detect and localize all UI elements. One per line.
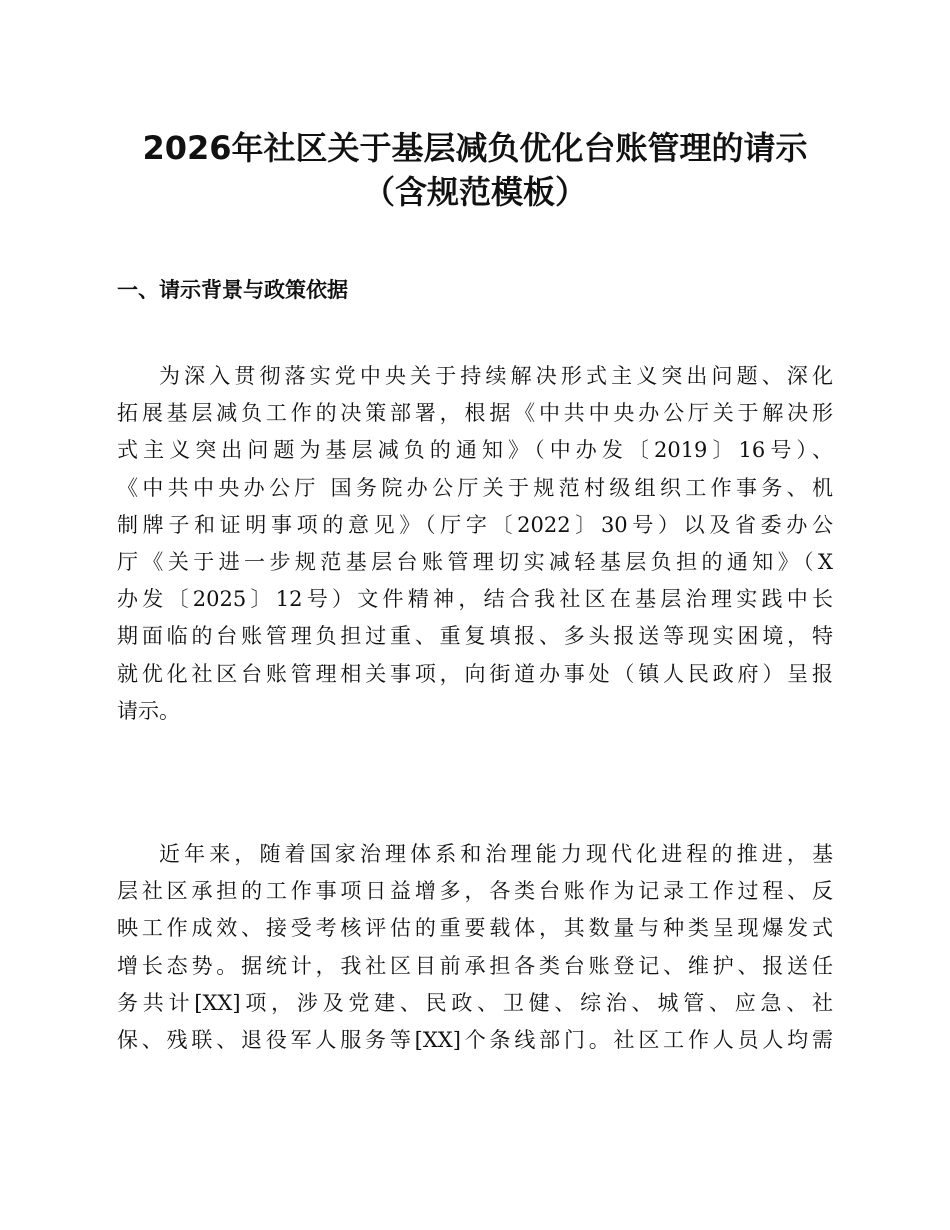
paragraph-line: 式主义突出问题为基层减负的通知》（中办发〔2019〕16号）、: [117, 438, 833, 463]
paragraph-line: 映工作成效、接受考核评估的重要载体，其数量与种类呈现爆发式: [117, 916, 833, 941]
paragraph-line: 为深入贯彻落实党中央关于持续解决形式主义突出问题、深化: [159, 364, 833, 388]
paragraph-line: 就优化社区台账管理相关事项，向街道办事处（镇人民政府）呈报: [117, 661, 833, 686]
paragraph-line: 《中共中央办公厅 国务院办公厅关于规范村级组织工作事务、机: [117, 475, 833, 500]
document-subtitle: （含规范模板）: [362, 173, 587, 211]
paragraph-policy-basis: [117, 358, 833, 730]
paragraph-line: 拓展基层减负工作的决策部署，根据《中共中央办公厅关于解决形: [117, 401, 833, 426]
paragraph-line: 增长态势。据统计，我社区目前承担各类台账登记、维护、报送任: [117, 953, 833, 978]
paragraph-line: 务共计[XX]项，涉及党建、民政、卫健、综治、城管、应急、社: [117, 990, 833, 1015]
paragraph-line: 层社区承担的工作事项日益增多，各类台账作为记录工作过程、反: [117, 879, 833, 904]
paragraph-line: 厅《关于进一步规范基层台账管理切实减轻基层负担的通知》（X: [117, 549, 833, 574]
paragraph-line: 期面临的台账管理负担过重、重复填报、多头报送等现实困境，特: [117, 624, 833, 649]
paragraph-line: 保、残联、退役军人服务等[XX]个条线部门。社区工作人员人均需: [117, 1027, 833, 1052]
paragraph-background: [117, 836, 833, 1059]
paragraph-line: 办发〔2025〕12号）文件精神，结合我社区在基层治理实践中长: [117, 587, 833, 612]
paragraph-line: 近年来，随着国家治理体系和治理能力现代化进程的推进，基: [159, 842, 833, 866]
paragraph-line: 请示。: [117, 698, 180, 723]
paragraph-line: 制牌子和证明事项的意见》（厅字〔2022〕30号）以及省委办公: [117, 512, 833, 537]
document-title: 2026年社区关于基层减负优化台账管理的请示: [142, 129, 808, 167]
section-heading: 一、请示背景与政策依据: [117, 278, 348, 302]
